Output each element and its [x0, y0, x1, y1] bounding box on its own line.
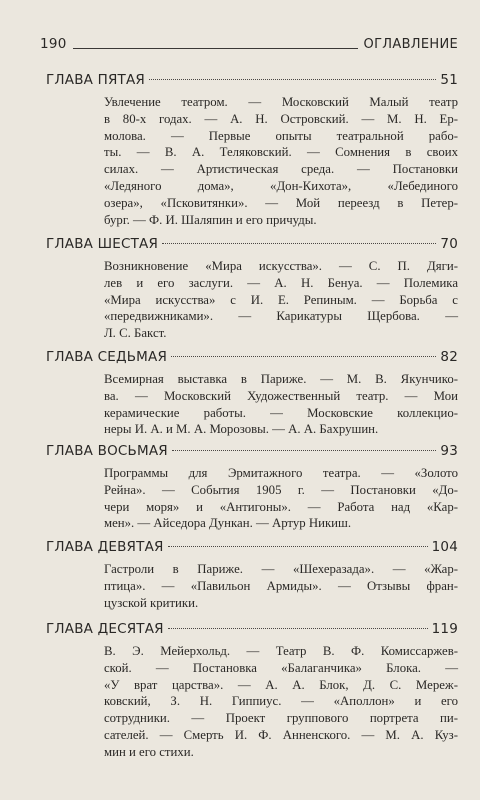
- summary-line: керамические работы. — Московские коллекцио-: [104, 405, 458, 420]
- summary-line: молова. — Первые опыты театральной рабо-: [104, 128, 458, 143]
- dot-leader: [149, 79, 436, 80]
- chapter-summary: [104, 465, 458, 532]
- chapter-summary: [104, 258, 458, 342]
- toc-entry-chapter-9[interactable]: [46, 539, 458, 611]
- chapter-title: ГЛАВА ШЕСТАЯ: [46, 236, 159, 252]
- chapter-page-number: 51: [440, 72, 458, 88]
- summary-line: озера», «Псковитянки». — Мой переезд в Петер-: [104, 195, 458, 210]
- dot-leader: [172, 450, 437, 451]
- chapter-title: ГЛАВА ВОСЬМАЯ: [46, 443, 168, 459]
- chapter-title: ГЛАВА ПЯТАЯ: [46, 72, 146, 88]
- dot-leader: [162, 243, 436, 244]
- summary-line: цузской критики.: [104, 595, 199, 610]
- chapter-summary: [104, 94, 458, 228]
- dot-leader: [168, 546, 428, 547]
- summary-line: Рейна». — События 1905 г. — Постановки «До-: [104, 482, 458, 497]
- chapter-title: ГЛАВА ДЕСЯТАЯ: [46, 621, 164, 637]
- summary-line: силах. — Артистическая среда. — Постановки: [104, 162, 458, 177]
- chapter-title: ГЛАВА СЕДЬМАЯ: [46, 349, 168, 365]
- summary-line: ты. — В. А. Теляковский. — Сомнения в своих: [104, 145, 458, 160]
- toc-entry-chapter-6[interactable]: [46, 236, 458, 342]
- chapter-page-number: 104: [431, 539, 458, 555]
- running-head: [40, 36, 458, 52]
- summary-line: ской. — Постановка «Балаганчика» Блока. —: [104, 660, 458, 675]
- summary-line: сателей. — Смерть И. Ф. Анненского. — М. А. Куз-: [104, 727, 458, 742]
- summary-line: неры И. А. и М. А. Морозовы. — А. А. Бахрушин.: [104, 422, 379, 437]
- chapter-page-number: 82: [440, 349, 458, 365]
- summary-line: сотрудники. — Проект группового портрета пи-: [104, 711, 458, 726]
- chapter-page-number: 93: [440, 443, 458, 459]
- chapter-heading: [46, 72, 458, 88]
- chapter-heading: [46, 349, 458, 365]
- summary-line: Всемирная выставка в Париже. — М. В. Якунчико-: [104, 372, 458, 386]
- header-rule: [73, 48, 358, 49]
- summary-line: ковский, З. Н. Гиппиус. — «Аполлон» и его: [104, 694, 458, 709]
- toc-entry-chapter-5[interactable]: [46, 72, 458, 228]
- chapter-title: ГЛАВА ДЕВЯТАЯ: [46, 539, 164, 555]
- section-title: ОГЛАВЛЕНИЕ: [363, 37, 458, 52]
- chapter-summary: [104, 561, 458, 611]
- summary-line: «У врат царства». — А. А. Блок, Д. С. Мереж-: [104, 677, 458, 692]
- summary-line: мен». — Айседора Дункан. — Артур Никиш.: [104, 516, 352, 531]
- summary-line: «Ледяного дома», «Дон-Кихота», «Лебединого: [104, 178, 458, 193]
- chapter-heading: [46, 443, 458, 459]
- summary-line: Возникновение «Мира искусства». — С. П. Дяги-: [104, 259, 458, 273]
- summary-line: в 80-х годах. — А. Н. Островский. — М. Н. Ер-: [104, 111, 458, 126]
- dot-leader: [171, 356, 436, 357]
- summary-line: птица». — «Павильон Армиды». — Отзывы фран-: [104, 578, 458, 593]
- summary-line: бург. — Ф. И. Шаляпин и его причуды.: [104, 212, 317, 227]
- summary-line: ва. — Московский Художественный театр. — Мои: [104, 388, 458, 403]
- summary-line: «передвижниками». — Карикатуры Щербова. —: [104, 309, 458, 324]
- summary-line: Гастроли в Париже. — «Шехеразада». — «Жар-: [104, 562, 458, 576]
- summary-line: Увлечение театром. — Московский Малый театр: [104, 95, 458, 109]
- summary-line: лев и его заслуги. — А. Н. Бенуа. — Полемика: [104, 275, 458, 290]
- summary-line: Программы для Эрмитажного театра. — «Золото: [104, 466, 458, 480]
- chapter-summary: [104, 643, 458, 761]
- summary-line: чери моря» и «Антигоны». — Работа над «Кар-: [104, 499, 458, 514]
- dot-leader: [168, 628, 428, 629]
- summary-line: Л. С. Бакст.: [104, 326, 167, 341]
- summary-line: В. Э. Мейерхольд. — Театр В. Ф. Комиссаржев-: [104, 644, 458, 658]
- summary-line: мин и его стихи.: [104, 744, 194, 759]
- toc-entry-chapter-8[interactable]: [46, 443, 458, 532]
- chapter-page-number: 70: [440, 236, 458, 252]
- toc-entry-chapter-10[interactable]: [46, 621, 458, 761]
- toc-entry-chapter-7[interactable]: [46, 349, 458, 438]
- chapter-summary: [104, 371, 458, 438]
- chapter-heading: [46, 236, 458, 252]
- page-number: 190: [40, 36, 67, 52]
- chapter-page-number: 119: [431, 621, 458, 637]
- chapter-heading: [46, 539, 458, 555]
- summary-line: «Мира искусства» с И. Е. Репиным. — Борьба с: [104, 292, 458, 307]
- chapter-heading: [46, 621, 458, 637]
